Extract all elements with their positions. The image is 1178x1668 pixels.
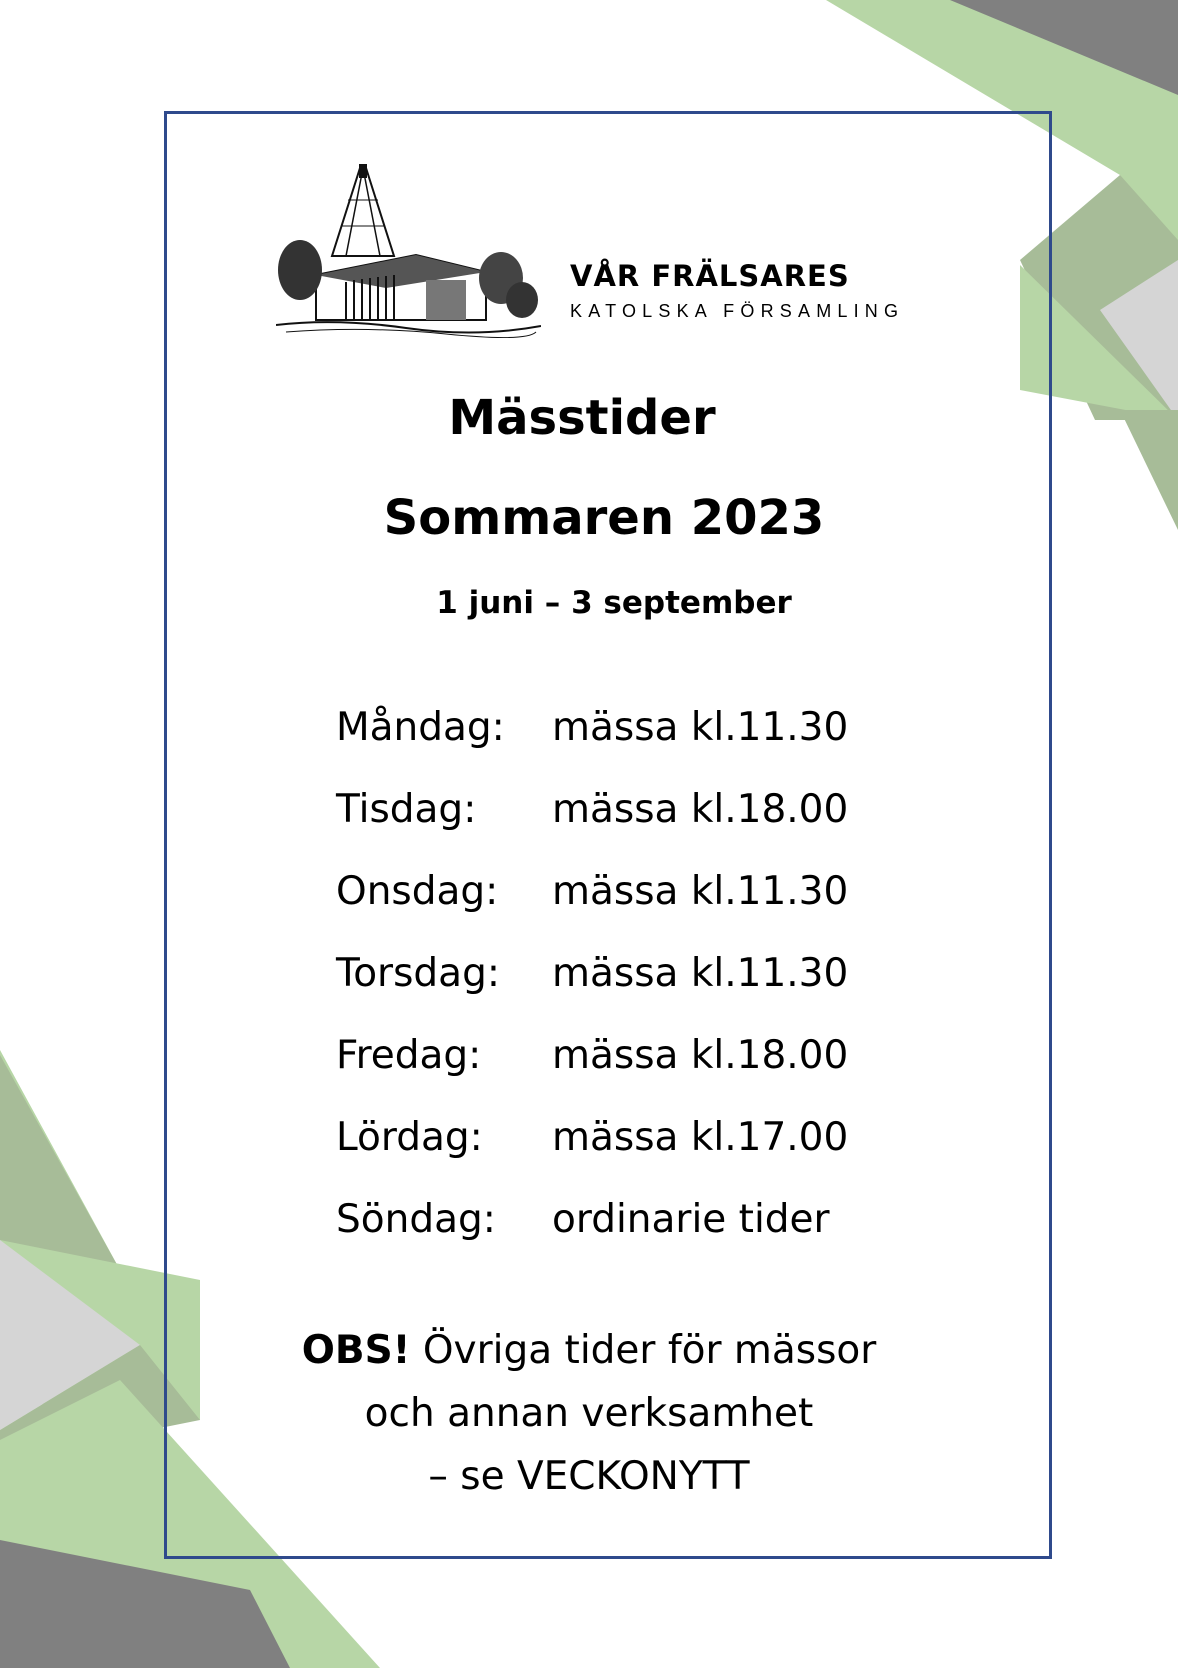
- schedule-day: Onsdag:: [336, 869, 499, 914]
- schedule-time: mässa kl.17.00: [552, 1115, 849, 1160]
- schedule-time: mässa kl.18.00: [552, 1033, 849, 1078]
- schedule-row: [336, 1110, 896, 1192]
- org-name: VÅR FRÄLSARES: [570, 259, 850, 293]
- notice-emphasis: OBS!: [301, 1328, 411, 1373]
- page-title: Mässtider: [448, 390, 716, 446]
- schedule-time: mässa kl.11.30: [552, 869, 849, 914]
- schedule-day: Fredag:: [336, 1033, 482, 1078]
- schedule-row: [336, 700, 896, 782]
- notice-line-3: – se VECKONYTT: [428, 1454, 750, 1499]
- mass-schedule: [336, 700, 896, 1274]
- schedule-time: mässa kl.18.00: [552, 787, 849, 832]
- schedule-day: Tisdag:: [336, 787, 477, 832]
- schedule-row: [336, 864, 896, 946]
- schedule-row: [336, 1028, 896, 1110]
- schedule-time: mässa kl.11.30: [552, 705, 849, 750]
- church-logo-icon: [276, 160, 541, 340]
- schedule-row: [336, 1192, 896, 1274]
- page-subtitle: Sommaren 2023: [383, 490, 825, 546]
- schedule-row: [336, 782, 896, 864]
- schedule-row: [336, 946, 896, 1028]
- notice: [0, 1319, 1178, 1508]
- notice-text-1: Övriga tider för mässor: [410, 1328, 877, 1373]
- date-range: 1 juni – 3 september: [436, 585, 792, 621]
- notice-line-1: [0, 1319, 1178, 1382]
- notice-line-2: och annan verksamhet: [364, 1391, 814, 1436]
- schedule-day: Torsdag:: [336, 951, 500, 996]
- org-subtitle: KATOLSKA FÖRSAMLING: [570, 301, 905, 321]
- schedule-day: Måndag:: [336, 705, 505, 750]
- schedule-day: Lördag:: [336, 1115, 483, 1160]
- schedule-time: mässa kl.11.30: [552, 951, 849, 996]
- schedule-time: ordinarie tider: [552, 1197, 830, 1242]
- schedule-day: Söndag:: [336, 1197, 496, 1242]
